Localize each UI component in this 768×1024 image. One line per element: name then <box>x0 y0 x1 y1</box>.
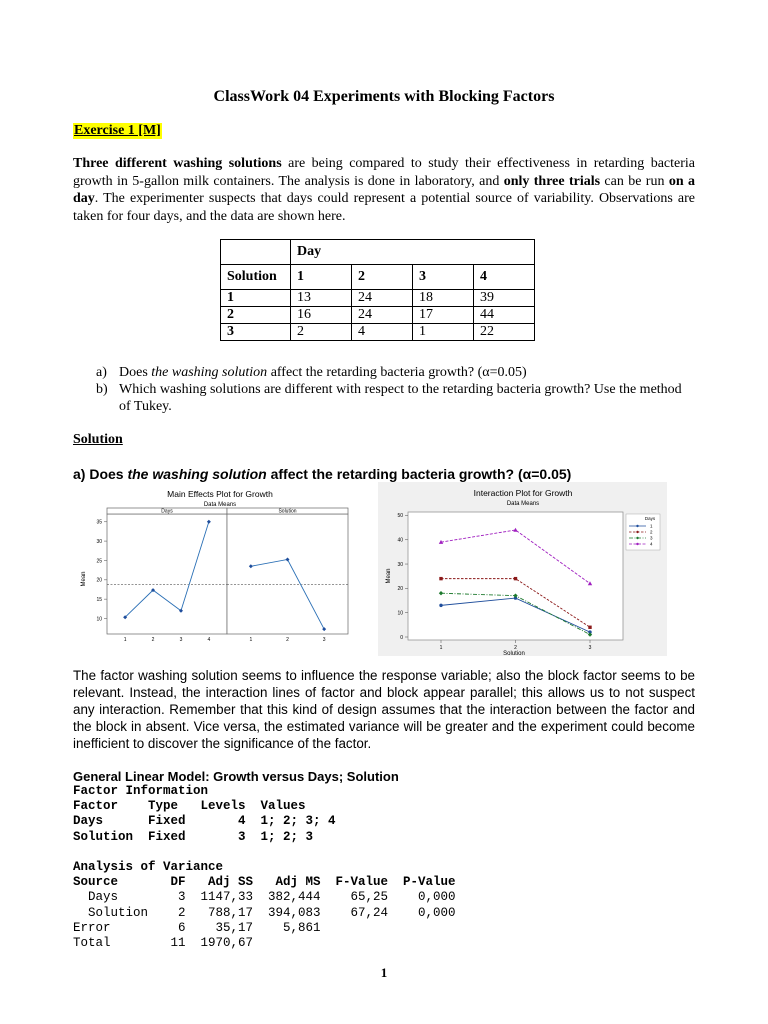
x-tick-label: 2 <box>514 645 517 651</box>
question-b-label: b) <box>96 382 108 397</box>
legend-title: Days <box>644 516 656 521</box>
exercise-heading: Exercise 1 [M] <box>74 123 161 138</box>
table-cell: 2 <box>291 324 352 341</box>
chart-title: Main Effects Plot for Growth <box>167 489 273 499</box>
solution-heading: Solution <box>73 432 123 447</box>
y-tick-label: 35 <box>96 519 102 526</box>
row-solution-cell: 1 <box>221 290 291 307</box>
legend-marker <box>636 543 638 545</box>
x-tick-label: 4 <box>207 637 211 643</box>
chart-subtitle: Data Means <box>506 501 540 507</box>
y-tick-label: 0 <box>400 634 403 641</box>
row-solution-cell: 2 <box>221 307 291 324</box>
y-tick-label: 25 <box>96 558 102 565</box>
day-header: Day <box>291 240 535 265</box>
legend-label: 4 <box>650 541 653 547</box>
legend-label: 1 <box>650 523 653 529</box>
x-tick-label: 3 <box>322 637 326 643</box>
table-cell: 13 <box>291 290 352 307</box>
y-tick-label: 20 <box>96 577 102 584</box>
interpretation-paragraph: The factor washing solution seems to influence the response variable; also the block factor seems to be relevant. Instead, the interaction lines of factor and block appear parallel; this allows us to not suspect any interaction. Remember that this kind of design assumes that the interaction between the factor and the block in absent. Vice versa, the estimated variance will be greater and the experiment could become inefficient to discover the significance of the factor. <box>73 668 695 751</box>
y-tick-label: 30 <box>397 561 403 568</box>
table-cell: 1 <box>413 324 474 341</box>
glm-heading: General Linear Model: Growth versus Days; Solution <box>73 769 399 784</box>
x-tick-label: 2 <box>286 637 289 643</box>
anova-title: Analysis of Variance <box>73 860 224 874</box>
intro-bold-3: on a day <box>73 173 695 206</box>
data-point <box>514 577 517 580</box>
table-row <box>221 307 535 324</box>
question-a-post: affect the retarding bacteria growth? (α=0.05) <box>267 365 527 380</box>
factor-information: Factor Information Factor Type Levels Values Days Fixed 4 1; 2; 3; 4 Solution Fixed 3 1; 2; 3 <box>73 784 336 844</box>
question-a-pre: Does <box>119 365 152 380</box>
interaction-chart <box>378 482 667 656</box>
question-a-label: a) <box>96 365 107 380</box>
intro-text-3: . The experimenter suspects that days could represent a potential source of variability. Observations are taken for four days, and the data are shown here. <box>73 191 695 224</box>
y-axis-label: Mean <box>386 568 392 584</box>
question-b-text: Which washing solutions are different with respect to the retarding bacteria growth? Use the method of Tukey. <box>119 382 682 414</box>
question-a <box>96 364 696 381</box>
panel-label: Solution <box>278 508 297 515</box>
intro-text-1: are being compared to study their effectiveness in retarding bacteria growth in 5-gallon milk containers. The analysis is done in laboratory, and <box>73 156 696 189</box>
legend-label: 3 <box>650 535 653 541</box>
x-tick-label: 2 <box>151 637 155 643</box>
main-effects-chart <box>73 484 368 654</box>
day-col-header: 3 <box>413 265 474 290</box>
x-tick-label: 1 <box>439 645 443 651</box>
table-cell: 17 <box>413 307 474 324</box>
x-axis-label: Solution <box>503 651 525 656</box>
data-point <box>588 626 591 629</box>
row-solution-cell: 3 <box>221 324 291 341</box>
y-tick-label: 10 <box>397 610 403 617</box>
table-cell: 24 <box>352 307 413 324</box>
y-tick-label: 30 <box>96 538 102 545</box>
table-corner-cell <box>221 240 291 265</box>
legend-marker <box>636 525 638 527</box>
intro-paragraph <box>73 155 695 225</box>
table-header-row <box>221 240 535 265</box>
table-cell: 16 <box>291 307 352 324</box>
y-tick-label: 20 <box>397 586 403 593</box>
table-row <box>221 290 535 307</box>
table-cell: 44 <box>474 307 535 324</box>
intro-text-2: can be run <box>600 173 669 189</box>
part-a-heading: a) Does the washing solution affect the retarding bacteria growth? (α=0.05) <box>73 466 572 482</box>
table-cell: 18 <box>413 290 474 307</box>
intro-bold-2: only three trials <box>503 173 601 189</box>
legend-label: 2 <box>650 529 653 535</box>
data-point <box>439 577 442 580</box>
anova-rows: Days 3 1147,33 382,444 65,25 0,000 Solution 2 788,17 394,083 67,24 0,000 Error 6 35,17 5,861 Total 11 1970,67 <box>73 890 456 951</box>
table-cell: 24 <box>352 290 413 307</box>
page-number: 1 <box>380 965 388 980</box>
panel-label: Days <box>161 508 173 515</box>
day-col-header: 1 <box>291 265 352 290</box>
legend-marker <box>636 531 638 533</box>
y-tick-label: 15 <box>96 596 102 603</box>
question-b <box>96 381 696 415</box>
x-tick-label: 3 <box>179 637 183 643</box>
table-subheader-row <box>221 265 535 290</box>
solution-header: Solution <box>221 265 291 290</box>
y-tick-label: 40 <box>397 537 403 544</box>
intro-bold-1: Three different washing solutions <box>73 156 282 171</box>
data-point <box>439 604 442 607</box>
table-cell: 39 <box>474 290 535 307</box>
x-tick-label: 1 <box>123 637 127 643</box>
data-table <box>220 239 535 341</box>
table-cell: 4 <box>352 324 413 341</box>
table-row <box>221 324 535 341</box>
question-list <box>96 364 696 415</box>
y-axis-label: Mean <box>81 571 87 587</box>
x-tick-label: 1 <box>249 637 253 643</box>
day-col-header: 4 <box>474 265 535 290</box>
anova-table <box>73 860 456 951</box>
page-title: ClassWork 04 Experiments with Blocking Factors <box>213 88 555 105</box>
y-tick-label: 50 <box>397 513 403 520</box>
chart-title: Interaction Plot for Growth <box>473 488 573 498</box>
x-tick-label: 3 <box>588 645 592 651</box>
chart-subtitle: Data Means <box>203 502 237 508</box>
day-col-header: 2 <box>352 265 413 290</box>
anova-header: Source DF Adj SS Adj MS F-Value P-Value <box>73 875 456 890</box>
y-tick-label: 10 <box>96 616 102 623</box>
question-a-emphasis: the washing solution <box>151 365 268 380</box>
panel-frame <box>227 514 348 634</box>
legend-marker <box>636 537 638 539</box>
table-cell: 22 <box>474 324 535 341</box>
part-a-emphasis: the washing solution <box>127 466 267 482</box>
